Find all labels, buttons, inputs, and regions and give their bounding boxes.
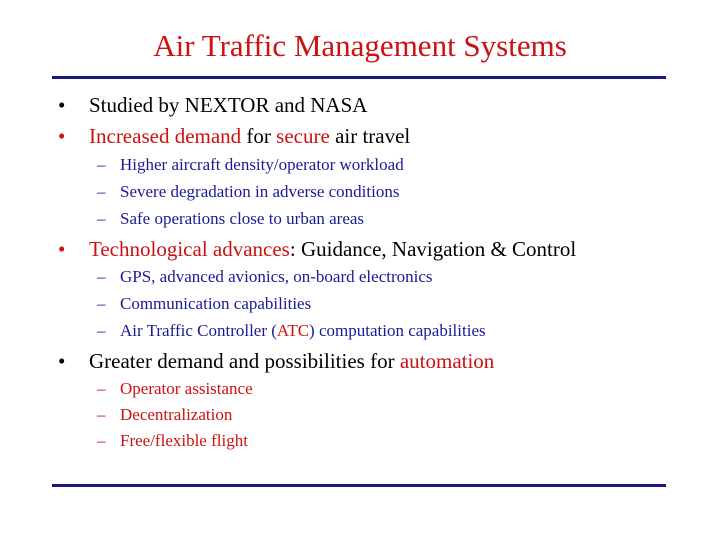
- dash-icon: –: [97, 379, 106, 398]
- emphasis-text: ATC: [276, 321, 310, 340]
- sub-bullet-text: Operator assistance: [120, 379, 253, 398]
- dash-icon: –: [97, 294, 106, 313]
- bullet-icon: •: [58, 237, 66, 261]
- sub-bullet: [97, 404, 232, 426]
- sub-bullet: [97, 378, 253, 400]
- sub-bullet: [97, 266, 433, 288]
- sub-bullet-text: Decentralization: [120, 405, 233, 424]
- sub-bullet-text: Higher aircraft density/operator workload: [120, 155, 404, 174]
- sub-bullet: [97, 293, 311, 315]
- sub-bullet-text: Air Traffic Controller (: [120, 321, 277, 340]
- dash-icon: –: [97, 405, 106, 424]
- bullet-text: air travel: [329, 124, 411, 148]
- emphasis-text: Increased demand: [89, 124, 242, 148]
- bullet-technological-advances: [58, 236, 576, 262]
- sub-bullet: [97, 208, 364, 230]
- dash-icon: –: [97, 321, 106, 340]
- bullet-text: Studied by NEXTOR and NASA: [89, 93, 368, 117]
- sub-bullet-text: ) computation capabilities: [309, 321, 486, 340]
- dash-icon: –: [97, 431, 106, 450]
- bullet-text: for: [241, 124, 277, 148]
- sub-bullet: [97, 154, 404, 176]
- bullet-increased-demand: [58, 123, 410, 149]
- sub-bullet-text: Communication capabilities: [120, 294, 312, 313]
- sub-bullet-text: Safe operations close to urban areas: [120, 209, 365, 228]
- title-divider: [52, 76, 666, 79]
- bullet-text: : Guidance, Navigation & Control: [289, 237, 577, 261]
- footer-divider: [52, 484, 666, 487]
- sub-bullet: [97, 430, 248, 452]
- bullet-studied-by: [58, 92, 367, 118]
- dash-icon: –: [97, 209, 106, 228]
- dash-icon: –: [97, 267, 106, 286]
- emphasis-text: Technological advances: [89, 237, 290, 261]
- bullet-icon: •: [58, 124, 66, 148]
- slide-title: Air Traffic Management Systems: [153, 28, 567, 63]
- sub-bullet: [97, 181, 399, 203]
- sub-bullet-text: GPS, advanced avionics, on-board electronics: [120, 267, 433, 286]
- bullet-icon: •: [58, 93, 66, 117]
- dash-icon: –: [97, 182, 106, 201]
- dash-icon: –: [97, 155, 106, 174]
- sub-bullet: [97, 320, 486, 342]
- bullet-greater-demand: [58, 348, 494, 374]
- bullet-text: Greater demand and possibilities for: [89, 349, 400, 373]
- sub-bullet-text: Severe degradation in adverse conditions: [120, 182, 400, 201]
- sub-bullet-text: Free/flexible flight: [120, 431, 248, 450]
- emphasis-text: automation: [399, 349, 495, 373]
- bullet-icon: •: [58, 349, 66, 373]
- emphasis-text: secure: [276, 124, 330, 148]
